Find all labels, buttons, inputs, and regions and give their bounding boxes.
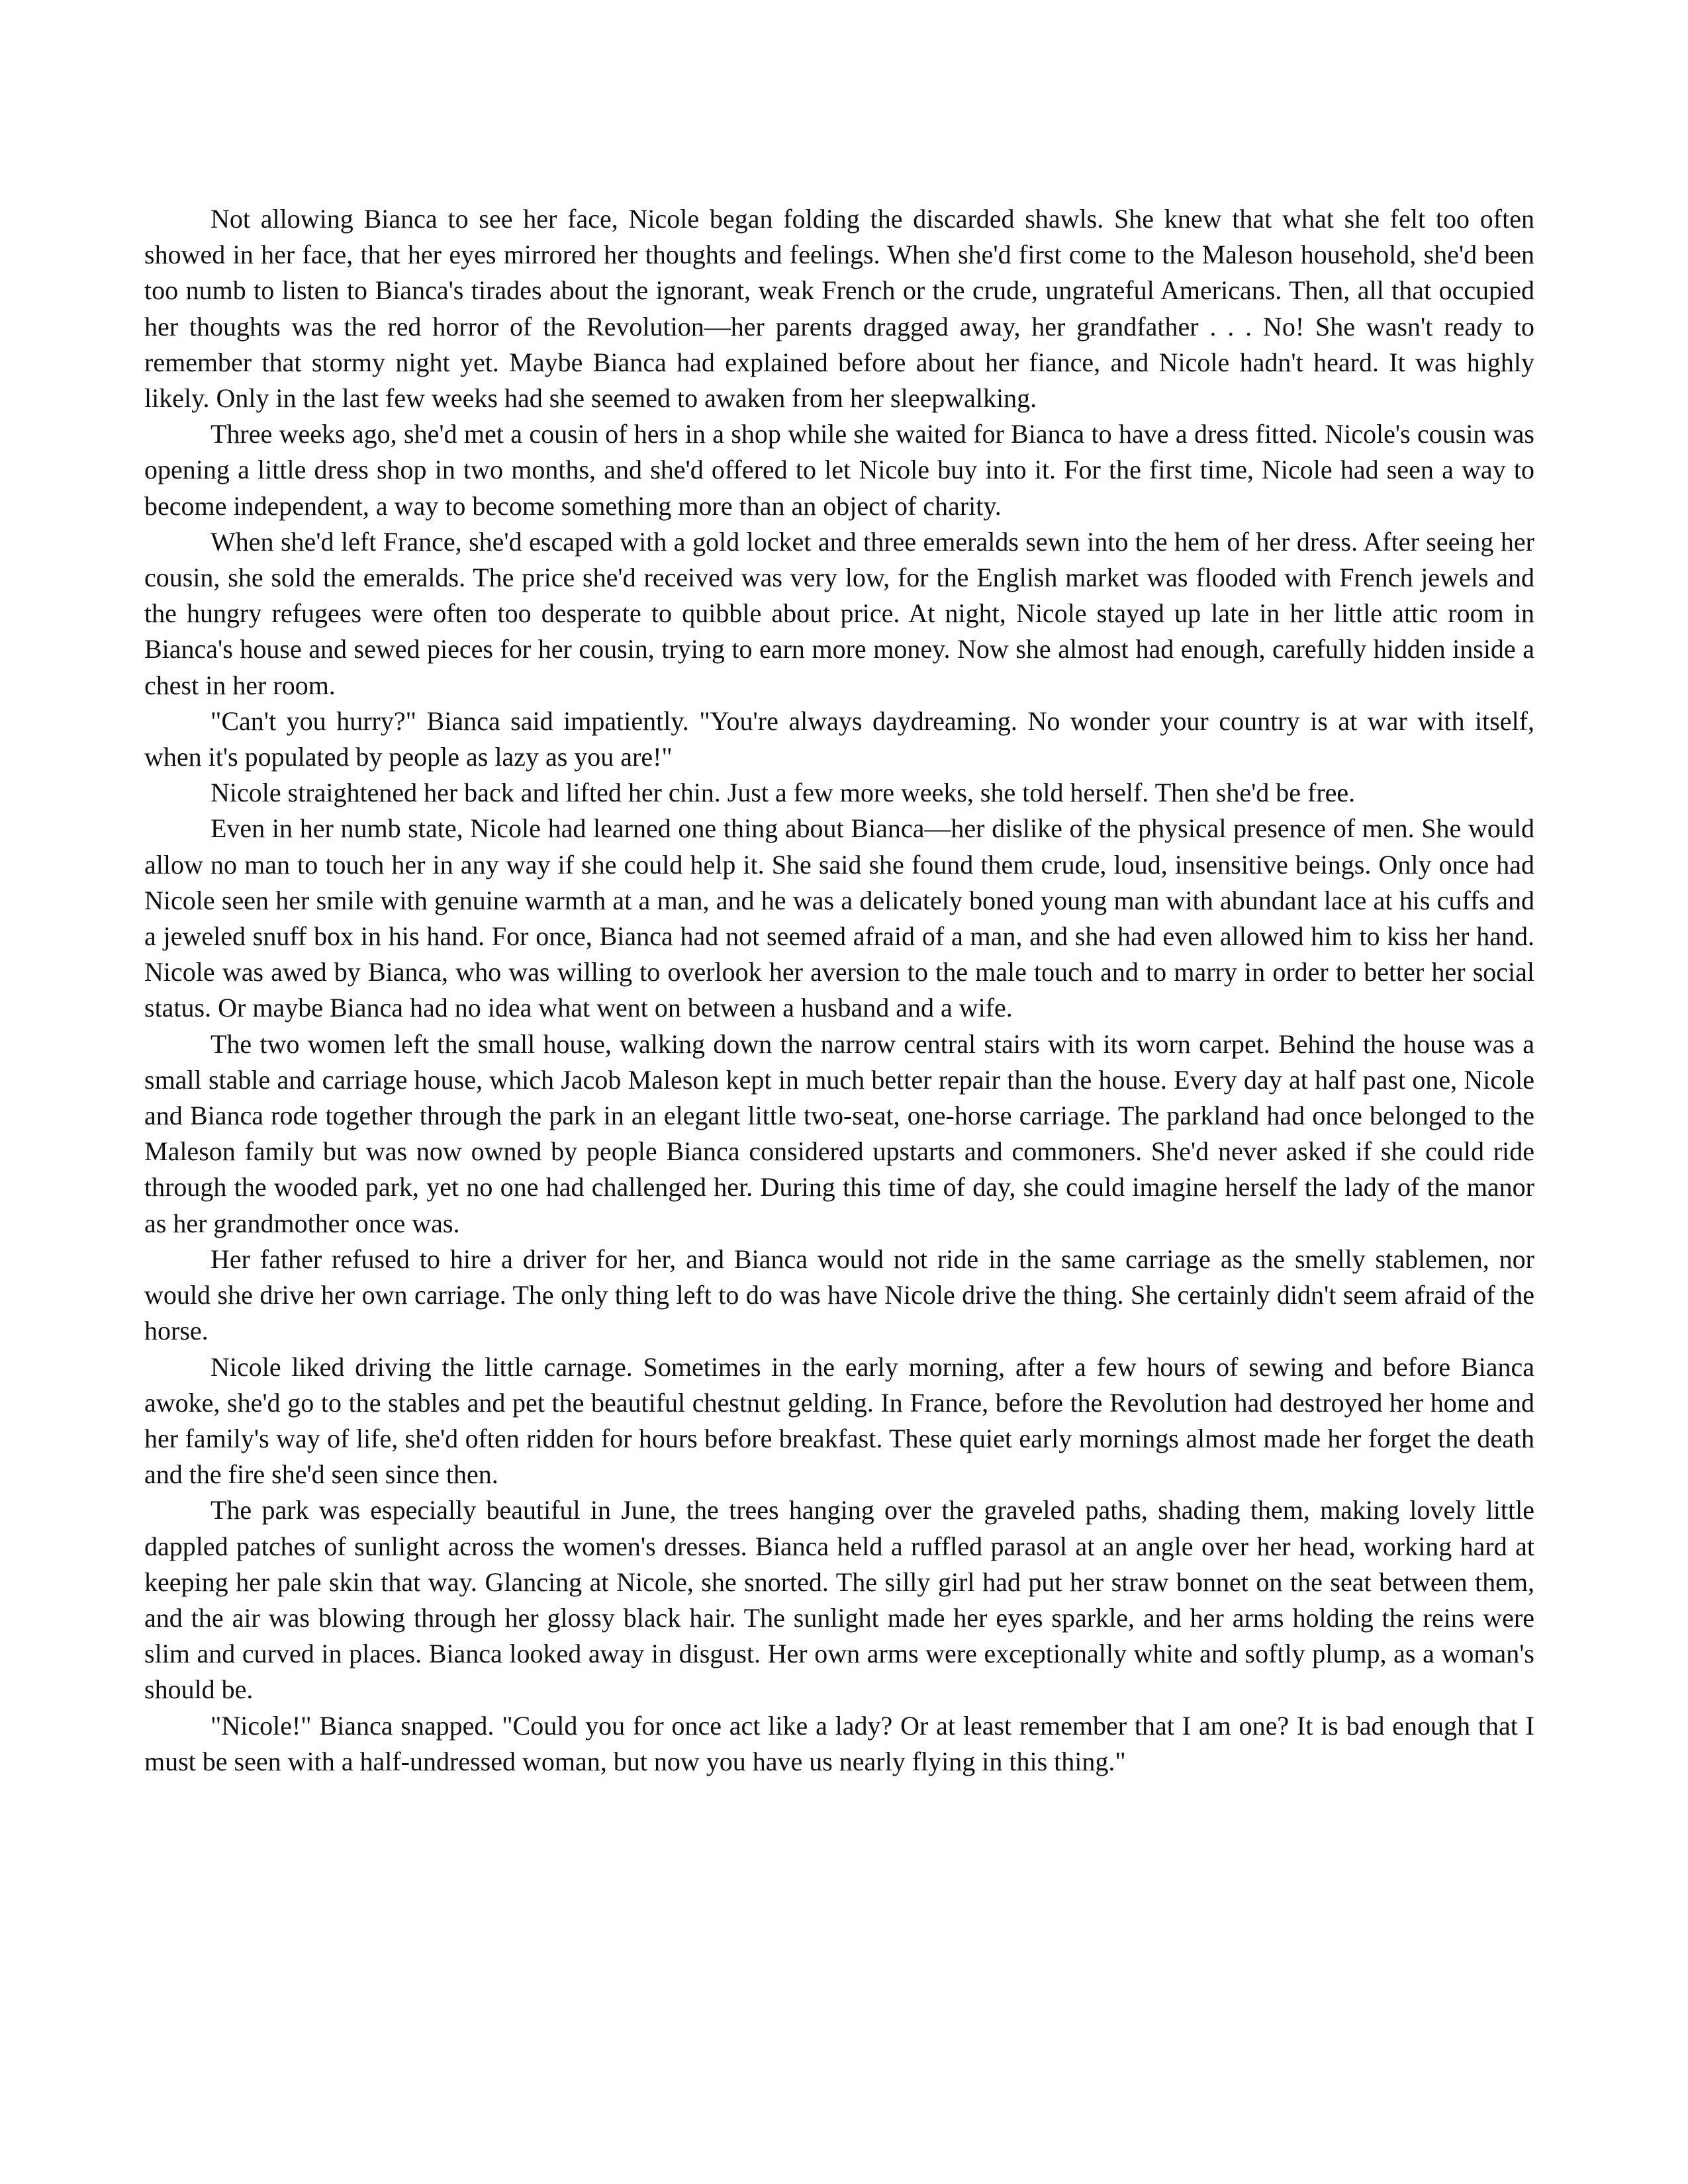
- paragraph-10: The park was especially beautiful in June, the trees hanging over the graveled paths, shading them, making lovely little dappled patches of sunlight across the women's dresses. Bianca held a ruffled parasol at an angle over her head, working hard at keeping her pale skin that way. Glancing at Nicole, she snorted. The silly girl had put her straw bonnet on the seat between them, and the air was blowing through her glossy black hair. The sunlight made her eyes sparkle, and her arms holding the reins were slim and curved in places. Bianca looked away in disgust. Her own arms were exceptionally white and softly plump, as a woman's should be.: [144, 1495, 1534, 1705]
- paragraph-6: Even in her numb state, Nicole had learned one thing about Bianca—her dislike of the physical presence of men. She would allow no man to touch her in any way if she could help it. She said she found them crude, loud, insensitive beings. Only once had Nicole seen her smile with genuine warmth at a man, and he was a delicately boned young man with abundant lace at his cuffs and a jeweled snuff box in his hand. For once, Bianca had not seemed afraid of a man, and she had even allowed him to kiss her hand. Nicole was awed by Bianca, who was willing to overlook her aversion to the male touch and to marry in order to better her social status. Or maybe Bianca had no idea what went on between a husband and a wife.: [144, 813, 1534, 1023]
- paragraph-8: Her father refused to hire a driver for her, and Bianca would not ride in the same carriage as the smelly stablemen, nor would she drive her own carriage. The only thing left to do was have Nicole drive the thing. She certainly didn't seem afraid of the horse.: [144, 1244, 1534, 1346]
- paragraph-3: When she'd left France, she'd escaped with a gold locket and three emeralds sewn into the hem of her dress. After seeing her cousin, she sold the emeralds. The price she'd received was very low, for the English market was flooded with French jewels and the hungry refugees were often too desperate to quibble about price. At night, Nicole stayed up late in her little attic room in Bianca's house and sewed pieces for her cousin, trying to earn more money. Now she almost had enough, carefully hidden inside a chest in her room.: [144, 526, 1534, 700]
- paragraph-4: "Can't you hurry?" Bianca said impatiently. "You're always daydreaming. No wonder your country is at war with itself, when it's populated by people as lazy as you are!": [144, 705, 1534, 772]
- paragraph-7: The two women left the small house, walking down the narrow central stairs with its worn carpet. Behind the house was a small stable and carriage house, which Jacob Maleson kept in much better repair than the house. Every day at half past one, Nicole and Bianca rode together through the park in an elegant little two-seat, one-horse carriage. The parkland had once belonged to the Maleson family but was now owned by people Bianca considered upstarts and commoners. She'd never asked if she could ride through the wooded park, yet no one had challenged her. During this time of day, she could imagine herself the lady of the manor as her grandmother once was.: [144, 1028, 1534, 1238]
- paragraph-5: Nicole straightened her back and lifted her chin. Just a few more weeks, she told herself. Then she'd be free.: [211, 778, 1356, 808]
- paragraph-1: Not allowing Bianca to see her face, Nicole began folding the discarded shawls. She knew that what she felt too often showed in her face, that her eyes mirrored her thoughts and feelings. When she'd first come to the Maleson household, she'd been too numb to listen to Bianca's tirades about the ignorant, weak French or the crude, ungrateful Americans. Then, all that occupied her thoughts was the red horror of the Revolution—her parents dragged away, her grandfather . . . No! She wasn't ready to remember that stormy night yet. Maybe Bianca had explained before about her fiance, and Nicole hadn't heard. It was highly likely. Only in the last few weeks had she seemed to awaken from her sleepwalking.: [144, 204, 1534, 414]
- body-text: [144, 201, 1534, 1780]
- paragraph-2: Three weeks ago, she'd met a cousin of hers in a shop while she waited for Bianca to have a dress fitted. Nicole's cousin was opening a little dress shop in two months, and she'd offered to let Nicole buy into it. For the first time, Nicole had seen a way to become independent, a way to become something more than an object of charity.: [144, 419, 1534, 521]
- paragraph-11: "Nicole!" Bianca snapped. "Could you for once act like a lady? Or at least remember that I am one? It is bad enough that I must be seen with a half-undressed woman, but now you have us nearly flying in this thing.": [144, 1710, 1534, 1776]
- paragraph-9: Nicole liked driving the little carnage. Sometimes in the early morning, after a few hours of sewing and before Bianca awoke, she'd go to the stables and pet the beautiful chestnut gelding. In France, before the Revolution had destroyed her home and her family's way of life, she'd often ridden for hours before breakfast. These quiet early mornings almost made her forget the death and the fire she'd seen since then.: [144, 1351, 1534, 1490]
